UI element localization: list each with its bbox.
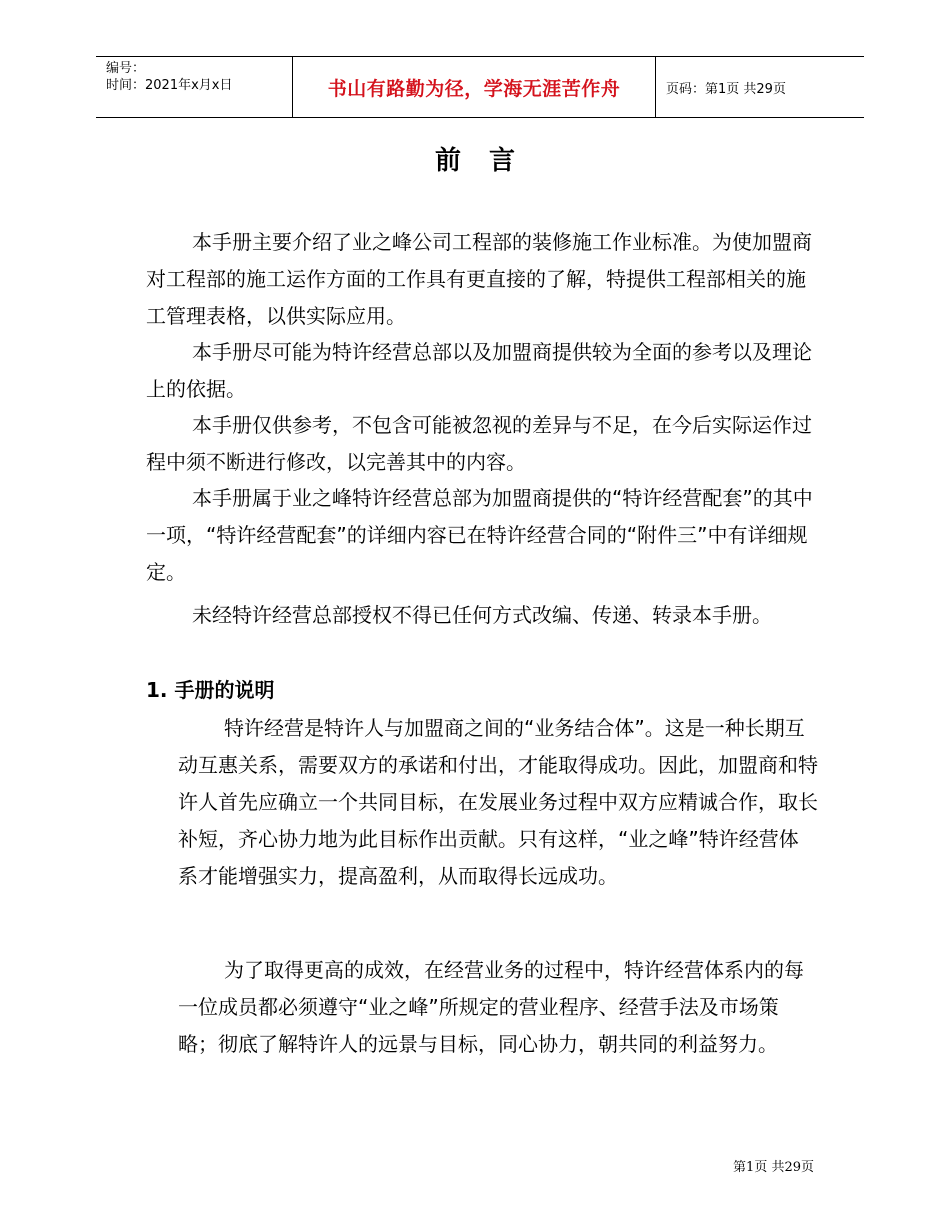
section-heading: 1. 手册的说明: [146, 678, 275, 702]
page-title: 前言: [434, 146, 543, 176]
preface-paragraph-2: 本手册尽可能为特许经营总部以及加盟商提供较为全面的参考以及理论上的依据。: [146, 340, 812, 401]
section-paragraph-1: 特许经营是特许人与加盟商之间的“业务结合体”。这是一种长期互动互惠关系，需要双方的承诺和付出，才能取得成功。因此，加盟商和特许人首先应确立一个共同目标，在发展业务过程中双方应精诚合作，取长补短，齐心协力地为此目标作出贡献。只有这样，“业之峰”特许经营体系才能增强实力，提高盈利，从而取得长远成功。: [178, 716, 818, 888]
header-motto-cell: [293, 57, 656, 117]
document-time: 时间：2021年x月x日: [106, 78, 233, 93]
preface-paragraph-3: 本手册仅供参考，不包含可能被忽视的差异与不足，在今后实际运作过程中须不断进行修改，以完善其中的内容。: [146, 413, 812, 474]
header-page-info: 页码：第1页 共29页: [666, 81, 786, 97]
page-footer: 第1页 共29页: [733, 1160, 814, 1175]
preface-paragraph-4: 本手册属于业之峰特许经营总部为加盟商提供的“特许经营配套”的其中一项，“特许经营配套”的详细内容已在特许经营合同的“附件三”中有详细规定。: [146, 486, 813, 584]
document-number: 编号：: [106, 61, 146, 76]
header-page-cell: [656, 57, 864, 117]
section-paragraph-2: 为了取得更高的成效，在经营业务的过程中，特许经营体系内的每一位成员都必须遵守“业之峰”所规定的营业程序、经营手法及市场策略；彻底了解特许人的远景与目标，同心协力，朝共同的利益努力。: [178, 958, 804, 1056]
preface-paragraph-5: 未经特许经营总部授权不得已任何方式改编、传递、转录本手册。: [192, 603, 772, 627]
page-header: [96, 56, 864, 118]
header-motto: 书山有路勤为径，学海无涯苦作舟: [327, 77, 621, 100]
header-meta: [96, 57, 293, 117]
preface-paragraph-1: 本手册主要介绍了业之峰公司工程部的装修施工作业标准。为使加盟商对工程部的施工运作方面的工作具有更直接的了解，特提供工程部相关的施工管理表格，以供实际应用。: [146, 230, 812, 328]
